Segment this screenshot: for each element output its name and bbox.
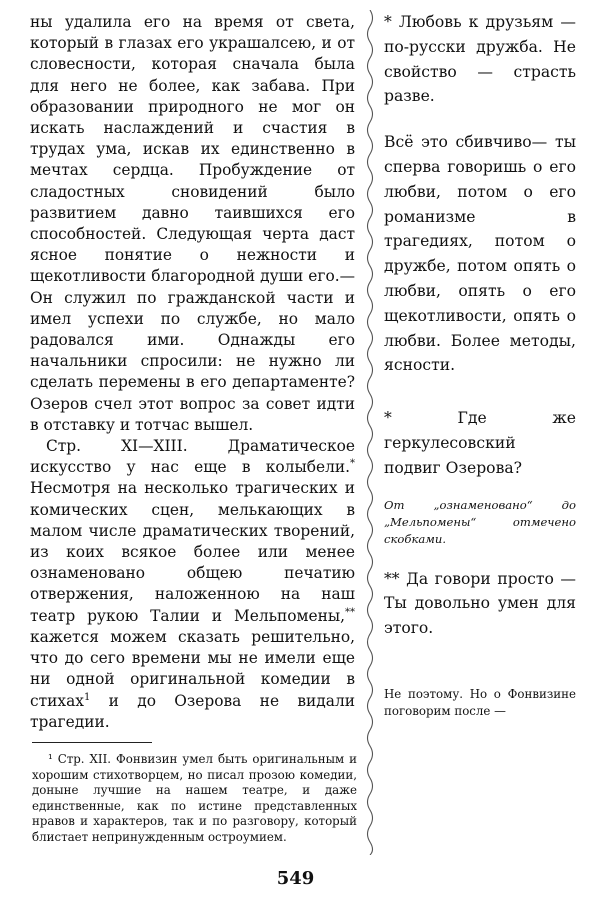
margin-note-friendship: * Любовь к друзьям — по-русски дружба. Не свойство — страсть разве. xyxy=(384,13,576,106)
paragraph-2 xyxy=(30,436,355,733)
wavy-column-divider xyxy=(363,10,377,855)
paragraph-1: ны удалила его на время от света, который в глазах его украшалсею, и от словесности, которая сначала была для него не более, как забава. При образовании природного не мог он искать наслаждений и счастия в трудах ума, искав их единственно в мечтах сердца. Пробуждение от сладостных сновидений было развитием давно таившихся его способностей. Следующая черта даст ясное понятие о нежности и щекотливости благородной души его.—Он служил по гражданской части и имел успехи по службе, но мало радовался ими. Однажды его начальники спросили: не нужно ли сделать перемены в его департаменте? Озеров счел этот вопрос за совет идти в отставку и тотчас вышел. xyxy=(30,13,355,434)
note-mark-double-star: ** xyxy=(345,606,355,618)
footnote-text: ¹ Стр. XII. Фонвизин умел быть оригинальным и хорошим стихотворцем, но писал прозою комедии, доныне лучшие на нашем театре, и даже единственные, как по истине представленных нравов и характеров, так и по разговору, который блистает непринужденным остроумием. xyxy=(32,752,357,844)
footnote-reference: 1 xyxy=(83,691,91,703)
paragraph-2-part-1: Стр. XI—XIII. Драматическое искусство у нас еще в колыбели. xyxy=(30,437,355,477)
margin-note-herculean: * Где же геркулесовский подвиг Озерова? xyxy=(384,409,576,477)
margin-note-brackets: От „ознаменовано“ до „Мельпомены“ отмечено скобками. xyxy=(384,497,576,546)
note-mark-star: * xyxy=(350,458,355,470)
footnote-separator xyxy=(32,742,152,743)
paragraph-2-part-3: кажется можем сказать решительно, что до сего времени мы не имели еще ни одной оригинальной комедии в стихах xyxy=(30,627,355,710)
margin-note-speak-simply: ** Да говори просто — Ты довольно умен для этого. xyxy=(384,569,576,638)
paragraph-2-part-4: и до Озерова не видали трагедии. xyxy=(30,691,355,731)
margin-note-confused: Всё это сбивчиво— ты сперва говоришь о его любви, потом о его романизме в трагедиях, потом о дружбе, потом опять о любви, опять о его щекотливости, опять о любви. Более методы, ясности. xyxy=(384,133,576,375)
margin-notes-column xyxy=(384,10,576,720)
main-text-column xyxy=(30,12,355,733)
page-number: 549 xyxy=(276,868,315,889)
paragraph-2-part-2: Несмотря на несколько трагических и комических сцен, мелькающих в малом числе драматических творений, из коих всякое более или менее ознаменовано общею печатию отвержения, наложенною на наш театр рукою Талии и Мельпомены, xyxy=(30,479,355,625)
footnote xyxy=(32,752,357,846)
margin-note-fonvizin: Не поэтому. Но о Фонвизине поговорим после — xyxy=(384,686,576,718)
